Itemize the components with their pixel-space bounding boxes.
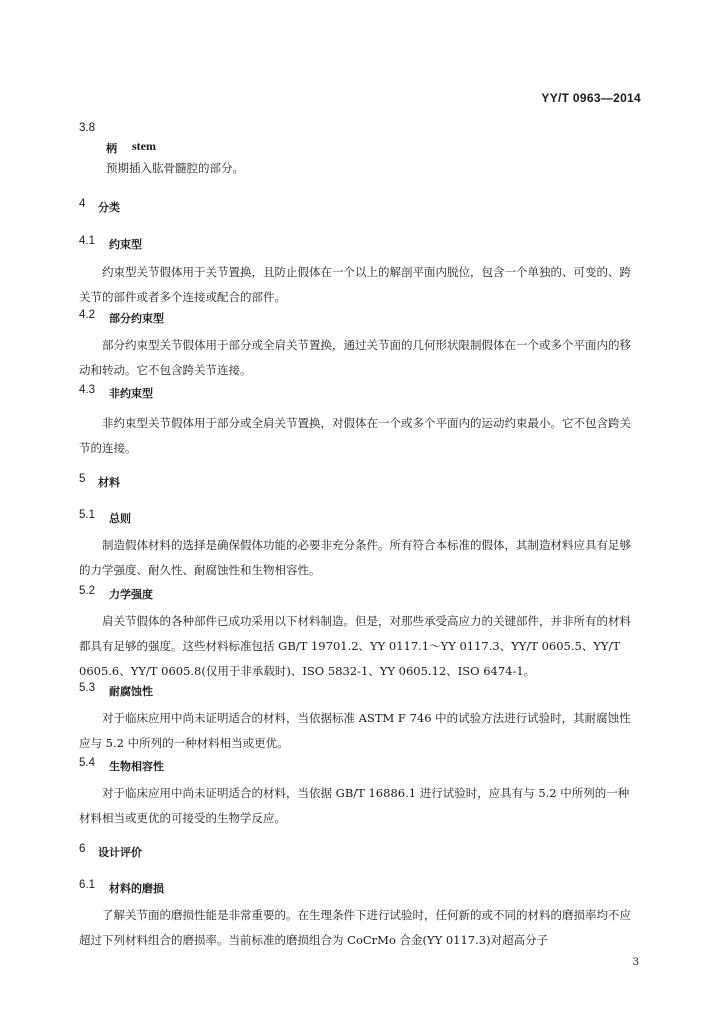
clause-title-4-3: 非约束型: [109, 387, 153, 400]
section-title-5: 材料: [98, 476, 120, 489]
clause-number-5-1: 5.1: [79, 509, 95, 521]
clause-title-5-2: 力学强度: [109, 588, 153, 601]
clause-title-4-1: 约束型: [109, 238, 142, 251]
clause-title-5-3: 耐腐蚀性: [109, 685, 153, 698]
section-number-6: 6: [79, 843, 86, 855]
paragraph-6-1: 了解关节面的磨损性能是非常重要的。在生理条件下进行试验时，任何新的或不同的材料的磨损率均不应超过下列材料组合的磨损率。当前标准的磨损组合为 CoCrMo 合金(YY 0117.3)对超高分子: [79, 908, 631, 947]
clause-number-4-1: 4.1: [79, 235, 95, 247]
term-definition: 预期插入肱骨髓腔的部分。: [106, 161, 244, 175]
clause-number-4-2: 4.2: [79, 309, 95, 321]
term-en: stem: [132, 139, 156, 153]
term-cn: 柄: [106, 142, 117, 155]
section-number-4: 4: [79, 198, 86, 210]
clause-number-5-3: 5.3: [79, 682, 95, 694]
page-number: 3: [632, 957, 639, 968]
paragraph-5-2: 肩关节假体的各种部件已成功采用以下材料制造。但是，对那些承受高应力的关键部件，并非所有的材料都具有足够的强度。这些材料标准包括 GB/T 19701.2、YY 0117.1～YY 0117.3、YY/T 0605.5、YY/T 0605.6、YY/T 0605.8(仅用于非承载时)、ISO 5832-1、YY 0605.12、ISO 6474-1。: [79, 614, 631, 678]
paragraph-4-2: 部分约束型关节假体用于部分或全肩关节置换，通过关节面的几何形状限制假体在一个或多个平面内的移动和转动。它不包含跨关节连接。: [79, 338, 631, 377]
clause-number-4-3: 4.3: [79, 384, 95, 396]
clause-number-5-4: 5.4: [79, 757, 95, 769]
section-number-5: 5: [79, 473, 86, 485]
paragraph-5-1: 制造假体材料的选择是确保假体功能的必要非充分条件。所有符合本标准的假体，其制造材料应具有足够的力学强度、耐久性、耐腐蚀性和生物相容性。: [79, 538, 631, 577]
paragraph-4-3: 非约束型关节假体用于部分或全肩关节置换，对假体在一个或多个平面内的运动约束最小。它不包含跨关节的连接。: [79, 416, 631, 455]
section-title-6: 设计评价: [98, 846, 142, 859]
clause-number-5-2: 5.2: [79, 585, 95, 597]
clause-title-5-4: 生物相容性: [109, 760, 164, 773]
clause-title-6-1: 材料的磨损: [109, 882, 164, 895]
section-title-4: 分类: [98, 201, 120, 214]
paragraph-4-1: 约束型关节假体用于关节置换，且防止假体在一个以上的解剖平面内脱位，包含一个单独的、可变的、跨关节的部件或者多个连接或配合的部件。: [79, 265, 631, 304]
document-id-header: YY/T 0963—2014: [541, 91, 641, 105]
clause-title-4-2: 部分约束型: [109, 312, 164, 325]
paragraph-5-4: 对于临床应用中尚未证明适合的材料，当依据 GB/T 16886.1 进行试验时，应具有与 5.2 中所列的一种材料相当或更优的可接受的生物学反应。: [79, 786, 630, 825]
clause-number-3-8: 3.8: [79, 122, 95, 134]
clause-number-6-1: 6.1: [79, 879, 95, 891]
clause-title-5-1: 总则: [109, 512, 131, 525]
paragraph-5-3: 对于临床应用中尚未证明适合的材料，当依据标准 ASTM F 746 中的试验方法进行试验时，其耐腐蚀性应与 5.2 中所列的一种材料相当或更优。: [79, 711, 631, 750]
